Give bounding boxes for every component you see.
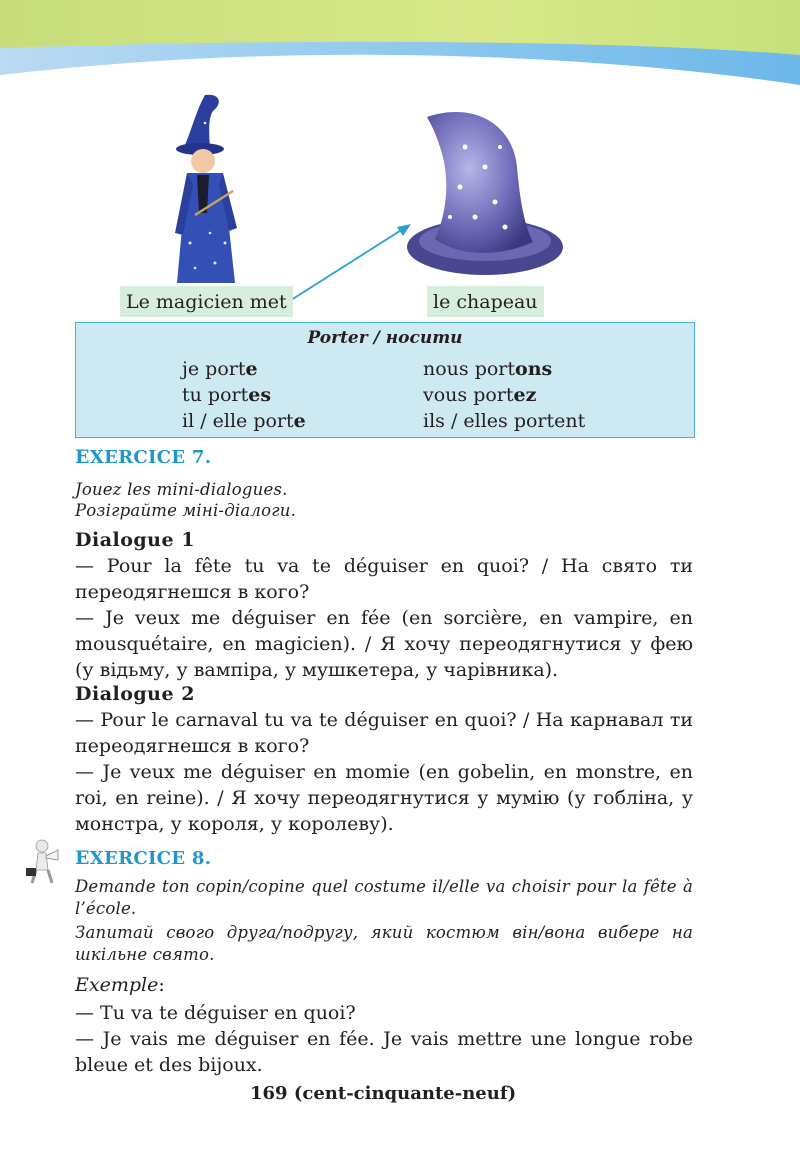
verb-stem: il / elle port xyxy=(182,410,294,432)
exercise-8-title xyxy=(75,847,211,869)
conjugation-cell xyxy=(423,356,552,382)
verb-stem: ils / elles portent xyxy=(423,410,586,432)
dialogue-1-heading: Dialogue 1 xyxy=(75,529,195,551)
example-line: — Je vais me déguiser en fée. Je vais mettre une longue robe bleue et des bijoux. xyxy=(75,1028,693,1076)
example-word: Exemple xyxy=(75,974,159,996)
example-label xyxy=(75,974,165,996)
title-initial: E xyxy=(75,847,90,869)
conjugation-cell xyxy=(182,408,306,434)
verb-stem: vous port xyxy=(423,384,514,406)
label-hat: le chapeau xyxy=(427,286,544,317)
dialogue-line: — Pour la fête tu va te déguiser en quoi? / На свято ти переодягнешся в кого? xyxy=(75,555,693,603)
dialogue-line: — Pour le carnaval tu va te déguiser en quoi? / На карнавал ти переодягнешся в кого? xyxy=(75,709,693,757)
exercise-7-title xyxy=(75,446,211,468)
conjugation-table xyxy=(75,322,695,438)
title-rest: XERCICE 7. xyxy=(89,447,212,468)
conjugation-cell xyxy=(423,408,585,434)
conjugation-cell xyxy=(182,356,258,382)
verb-ending: es xyxy=(248,384,272,406)
verb-ending: ons xyxy=(515,358,553,380)
exercise-8-instruction-uk: Запитай свого друга/подругу, який костюм він/вона вибере на шкільне свято. xyxy=(75,923,693,964)
dialogue-1-text xyxy=(75,553,693,683)
title-rest: XERCICE 8. xyxy=(89,848,212,869)
dialogue-2-text xyxy=(75,707,693,837)
page-number-words: (cent-cinquante-neuf) xyxy=(293,1083,517,1104)
dialogue-line: — Je veux me déguiser en fée (en sorcière, en vampire, en mousquétaire, en magicien). / Я хочу переодягнутися у фею (у відьму, у вампіра, у мушкетера, у чарівника). xyxy=(75,607,693,681)
example-text xyxy=(75,1000,693,1078)
megaphone-figure-icon xyxy=(18,836,72,886)
wizard-hat-image xyxy=(405,107,565,279)
magician-boy-image xyxy=(165,93,247,288)
exercise-8-instruction-fr: Demande ton copin/copine quel costume il/elle va choisir pour la fête à l’école. xyxy=(75,877,693,918)
conjugation-cell xyxy=(423,382,536,408)
verb-ending: e xyxy=(245,358,258,380)
title-initial: E xyxy=(75,446,90,468)
verb-ending: ez xyxy=(513,384,537,406)
verb-stem: nous port xyxy=(423,358,516,380)
exercise-7-instruction-uk: Розіграйте міні-діалоги. xyxy=(75,501,297,520)
dialogue-line: — Je veux me déguiser en momie (en gobelin, en monstre, en roi, en reine). / Я хочу переодягнутися у мумію (у гобліна, у монстра, у короля, у королеву). xyxy=(75,761,693,835)
dialogue-2-heading: Dialogue 2 xyxy=(75,683,195,705)
exercise-7-instruction-fr: Jouez les mini-dialogues. xyxy=(75,480,288,499)
page-number xyxy=(250,1083,516,1104)
page-number-digits: 169 xyxy=(250,1083,288,1104)
arrow-icon xyxy=(285,220,415,305)
example-colon: : xyxy=(158,974,165,996)
conjugation-cell xyxy=(182,382,271,408)
example-line: — Tu va te déguiser en quoi? xyxy=(75,1002,356,1024)
label-magician: Le magicien met xyxy=(120,286,293,317)
top-banner xyxy=(0,0,800,110)
conjugation-title: Porter / носити xyxy=(307,328,463,348)
verb-stem: je port xyxy=(182,358,246,380)
verb-stem: tu port xyxy=(182,384,249,406)
verb-ending: e xyxy=(293,410,306,432)
